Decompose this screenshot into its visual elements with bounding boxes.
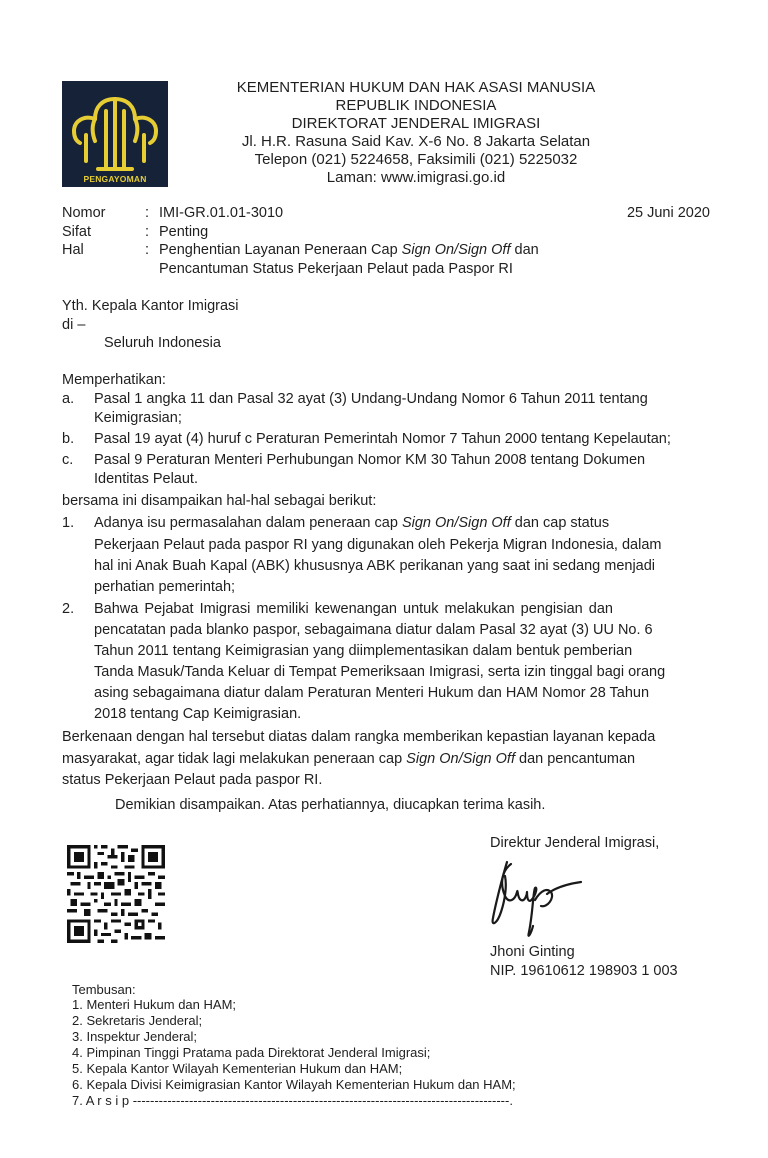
point-1-line-4: perhatian pemerintah; xyxy=(94,579,236,595)
list-marker-c: c. xyxy=(62,452,74,468)
website: Laman: www.imigrasi.go.id xyxy=(326,169,506,186)
directorate-name: DIREKTORAT JENDERAL IMIGRASI xyxy=(291,115,541,132)
berkenaan-line-2: masyarakat, agar tidak lagi melakukan peneraan cap Sign On/Sign Off dan pencantuman xyxy=(62,751,636,767)
recipient-line-1: Yth. Kepala Kantor Imigrasi xyxy=(62,298,239,314)
country-name: REPUBLIK INDONESIA xyxy=(335,97,497,114)
point-2-marker: 2. xyxy=(62,601,75,617)
hal-colon: : xyxy=(145,242,150,258)
sifat-label: Sifat xyxy=(62,224,92,240)
berkenaan-line-1: Berkenaan dengan hal tersebut diatas dalam rangka memberikan kepastian layanan kepada xyxy=(62,729,656,745)
logo-caption: PENGAYOMAN xyxy=(83,174,147,184)
sifat-value: Penting xyxy=(159,224,209,240)
pengayoman-logo xyxy=(62,81,168,187)
point-2-line-4: Tanda Masuk/Tanda Keluar di Tempat Pemeriksaan Imigrasi, serta izin tinggal bagi orang xyxy=(94,664,666,680)
item-a-line-2: Keimigrasian; xyxy=(94,410,182,426)
tembusan-item: 5. Kepala Kantor Wilayah Kementerian Hukum dan HAM; xyxy=(72,1061,403,1076)
tembusan-item: 6. Kepala Divisi Keimigrasian Kantor Wilayah Kementerian Hukum dan HAM; xyxy=(72,1077,516,1092)
address: Jl. H.R. Rasuna Said Kav. X-6 No. 8 Jakarta Selatan xyxy=(241,133,591,150)
tembusan-item: 4. Pimpinan Tinggi Pratama pada Direktorat Jenderal Imigrasi; xyxy=(72,1045,431,1060)
list-marker-a: a. xyxy=(62,391,75,407)
point-2-line-5: asing sebagaimana diatur dalam Peraturan Menteri Hukum dan HAM Nomor 28 Tahun xyxy=(94,685,650,701)
nomor-label: Nomor xyxy=(62,205,106,221)
signatory-title: Direktur Jenderal Imigrasi, xyxy=(490,835,660,851)
ministry-name: KEMENTERIAN HUKUM DAN HAK ASASI MANUSIA xyxy=(236,79,596,96)
tembusan-item: 3. Inspektur Jenderal; xyxy=(72,1029,198,1044)
memperhatikan-heading: Memperhatikan: xyxy=(62,372,166,388)
qr-code-icon xyxy=(67,845,165,943)
item-c-line-2: Identitas Pelaut. xyxy=(94,471,198,487)
recipient-line-3: Seluruh Indonesia xyxy=(104,335,221,351)
hal-label: Hal xyxy=(62,242,84,258)
sifat-colon: : xyxy=(145,224,150,240)
item-c-line-1: Pasal 9 Peraturan Menteri Perhubungan Nomor KM 30 Tahun 2008 tentang Dokumen xyxy=(94,452,646,468)
nomor-colon: : xyxy=(145,205,150,221)
point-2-line-1: Bahwa Pejabat Imigrasi memiliki kewenangan untuk melakukan pengisian dan xyxy=(94,601,613,617)
nomor-value: IMI-GR.01.01-3010 xyxy=(159,205,284,221)
point-2-line-6: 2018 tentang Cap Keimigrasian. xyxy=(94,706,302,722)
phone-fax: Telepon (021) 5224658, Faksimili (021) 5225032 xyxy=(254,151,578,168)
bersama-line: bersama ini disampaikan hal-hal sebagai berikut: xyxy=(62,493,377,509)
hal-line-1: Penghentian Layanan Peneraan Cap Sign On/Sign Off dan xyxy=(159,242,539,258)
tembusan-item: 1. Menteri Hukum dan HAM; xyxy=(72,997,237,1012)
tembusan-item: 7. A r s i p ---------------------------------------------------------------------------------------. xyxy=(72,1093,513,1108)
point-2-line-3: Tahun 2011 tentang Keimigrasian yang diimplementasikan dalam bentuk pemberian xyxy=(94,643,633,659)
point-1-marker: 1. xyxy=(62,515,75,531)
recipient-line-2: di – xyxy=(62,317,86,333)
point-2-line-2: pencatatan pada blanko paspor, sebagaimana diatur dalam Pasal 32 ayat (3) UU No. 6 xyxy=(94,622,653,638)
letter-date: 25 Juni 2020 xyxy=(626,205,710,221)
berkenaan-line-3: status Pekerjaan Pelaut pada paspor RI. xyxy=(62,772,323,788)
list-marker-b: b. xyxy=(62,431,75,447)
item-a-line-1: Pasal 1 angka 11 dan Pasal 32 ayat (3) Undang-Undang Nomor 6 Tahun 2011 tentang xyxy=(94,391,648,407)
hal-line-2: Pencantuman Status Pekerjaan Pelaut pada Paspor RI xyxy=(159,261,513,277)
signatory-nip: NIP. 19610612 198903 1 003 xyxy=(490,963,678,979)
closing-sentence: Demikian disampaikan. Atas perhatiannya, diucapkan terima kasih. xyxy=(115,797,546,813)
tembusan-heading: Tembusan: xyxy=(72,982,136,997)
point-1-line-1: Adanya isu permasalahan dalam peneraan cap Sign On/Sign Off dan cap status xyxy=(94,515,610,531)
handwritten-signature xyxy=(485,852,595,944)
signatory-name: Jhoni Ginting xyxy=(490,944,575,960)
item-b-line-1: Pasal 19 ayat (4) huruf c Peraturan Pemerintah Nomor 7 Tahun 2000 tentang Kepelautan; xyxy=(94,431,671,447)
point-1-line-3: hal ini Anak Buah Kapal (ABK) khususnya ABK perikanan yang saat ini sedang menjadi xyxy=(94,558,656,574)
banyan-tree-icon xyxy=(62,81,168,187)
tembusan-item: 2. Sekretaris Jenderal; xyxy=(72,1013,203,1028)
letterhead xyxy=(170,79,662,187)
point-1-line-2: Pekerjaan Pelaut pada paspor RI yang digunakan oleh Pekerja Migran Indonesia, dalam xyxy=(94,537,662,553)
